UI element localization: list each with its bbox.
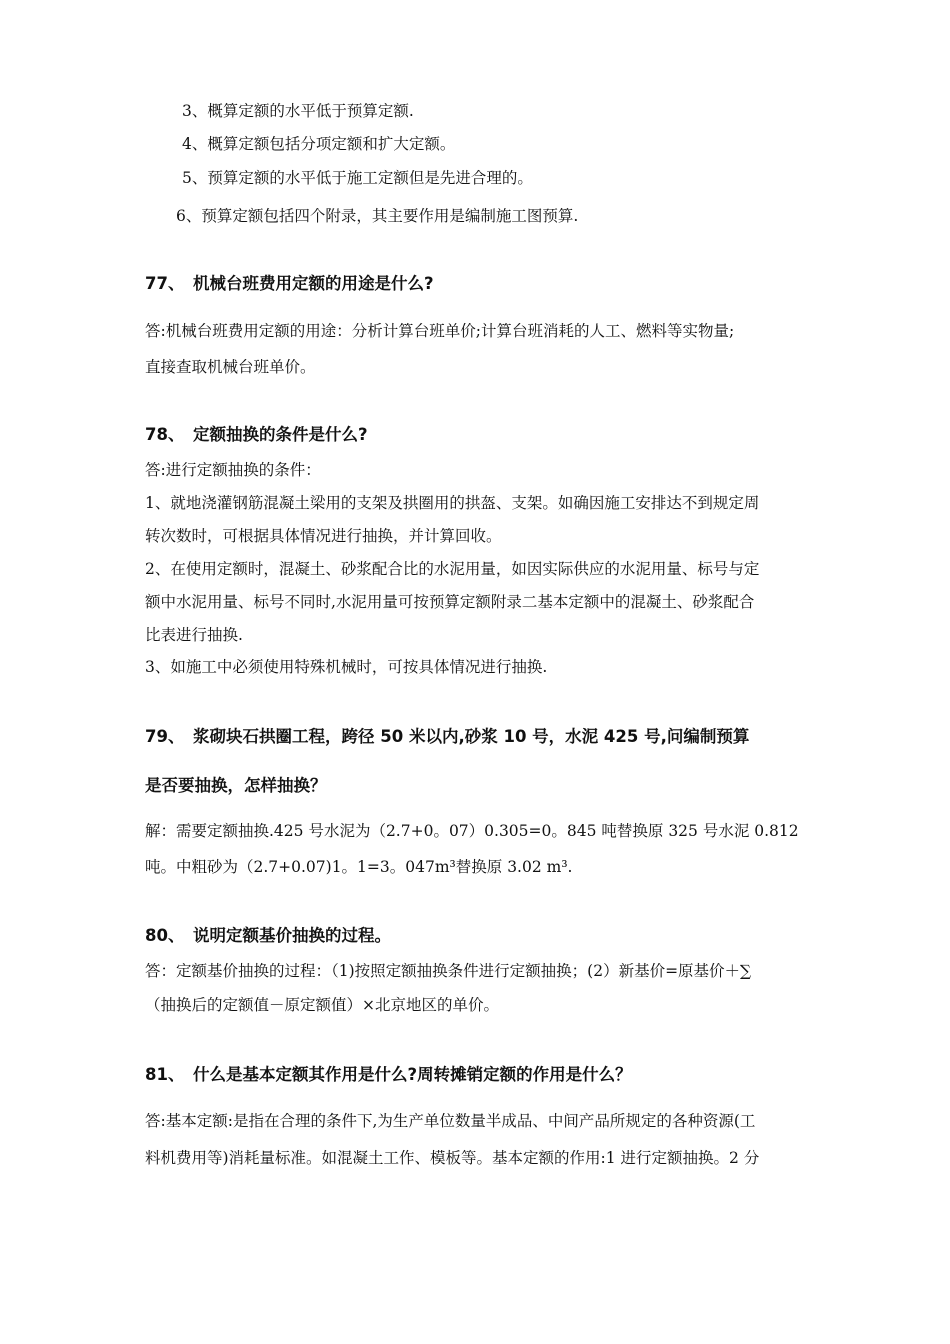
answer-line: 2、在使用定额时，混凝土、砂浆配合比的水泥用量，如因实际供应的水泥用量、标号与定 — [145, 560, 760, 578]
question-heading — [145, 424, 368, 446]
list-item: 6、预算定额包括四个附录，其主要作用是编制施工图预算. — [176, 207, 579, 225]
question-title: 定额抽换的条件是什么? — [193, 425, 368, 444]
answer-line: 额中水泥用量、标号不同时,水泥用量可按预算定额附录二基本定额中的混凝土、砂浆配合 — [145, 593, 755, 611]
answer-line: 转次数时，可根据具体情况进行抽换，并计算回收。 — [145, 527, 502, 545]
question-title-continued: 是否要抽换，怎样抽换？ — [145, 776, 327, 795]
question-title: 说明定额基价抽换的过程。 — [193, 926, 391, 945]
question-number: 81、 — [145, 1065, 185, 1084]
question-title: 机械台班费用定额的用途是什么? — [193, 274, 434, 293]
answer-line: 答：定额基价抽换的过程：（1)按照定额抽换条件进行定额抽换；(2）新基价=原基价＋∑ — [145, 962, 752, 980]
question-heading — [145, 273, 434, 295]
question-number: 80、 — [145, 926, 185, 945]
answer-line: 解：需要定额抽换.425 号水泥为（2.7+0。07）0.305=0。845 吨替换原 325 号水泥 0.812 — [145, 822, 799, 840]
list-item: 5、预算定额的水平低于施工定额但是先进合理的。 — [182, 169, 533, 187]
question-number: 79、 — [145, 727, 185, 746]
question-heading — [145, 925, 391, 947]
list-item: 3、概算定额的水平低于预算定额. — [182, 102, 414, 120]
answer-line: 答:进行定额抽换的条件： — [145, 461, 321, 479]
question-heading — [145, 1064, 632, 1086]
answer-line: （抽换后的定额值－原定额值）×北京地区的单价。 — [145, 996, 499, 1014]
answer-line: 吨。中粗砂为（2.7+0.07)1。1=3。047m³替换原 3.02 m³. — [145, 858, 573, 876]
answer-line: 比表进行抽换. — [145, 626, 243, 644]
answer-line: 3、如施工中必须使用特殊机械时，可按具体情况进行抽换. — [145, 658, 548, 676]
question-title: 什么是基本定额其作用是什么?周转摊销定额的作用是什么？ — [193, 1065, 632, 1084]
answer-line: 答:基本定额:是指在合理的条件下,为生产单位数量半成品、中间产品所规定的各种资源(工 — [145, 1112, 756, 1130]
question-number: 77、 — [145, 274, 185, 293]
answer-line: 料机费用等)消耗量标准。如混凝土工作、模板等。基本定额的作用:1 进行定额抽换。2 分 — [145, 1149, 760, 1167]
answer-line: 1、就地浇灌钢筋混凝土梁用的支架及拱圈用的拱盔、支架。如确因施工安排达不到规定周 — [145, 494, 760, 512]
question-heading — [145, 726, 749, 748]
answer-line: 答:机械台班费用定额的用途：分析计算台班单价;计算台班消耗的人工、燃料等实物量; — [145, 322, 735, 340]
question-number: 78、 — [145, 425, 185, 444]
question-title: 浆砌块石拱圈工程，跨径 50 米以内,砂浆 10 号，水泥 425 号,问编制预算 — [193, 727, 750, 746]
answer-line: 直接查取机械台班单价。 — [145, 358, 316, 376]
list-item: 4、概算定额包括分项定额和扩大定额。 — [182, 135, 456, 153]
